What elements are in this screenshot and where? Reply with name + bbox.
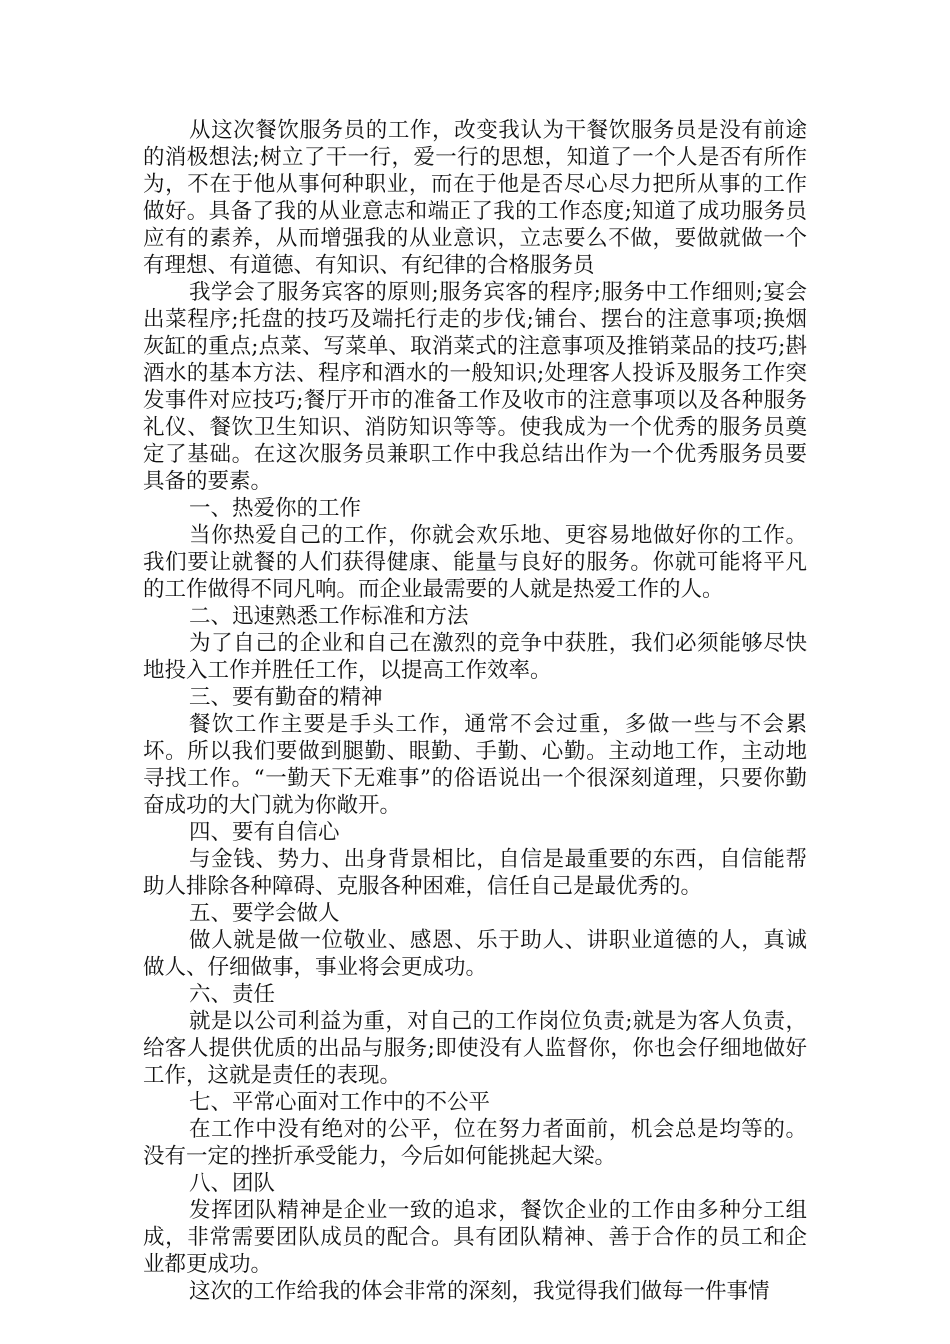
heading-love-work: 一、热爱你的工作 — [189, 496, 362, 521]
heading-team: 八、团队 — [189, 1171, 276, 1196]
paragraph-intro: 从这次餐饮服务员的工作，改变我认为干餐饮服务员是没有前途的消极想法;树立了干一行，爱一行的思想，知道了一个人是否有所作为，不在于他从事何种职业，而在于他是否尽心尽力把所从事的工作做好。具备了我的从业意志和端正了我的工作态度;知道了成功服务员应有的素养，从而增强我的从业意识，立志要么不做，要做就做一个有理想、有道德、有知识、有纪律的合格服务员 — [143, 118, 807, 278]
paragraph-conduct: 做人就是做一位敬业、感恩、乐于助人、讲职业道德的人，真诚做人、仔细做事，事业将会更成功。 — [143, 928, 807, 980]
paragraph-fairness: 在工作中没有绝对的公平，位在努力者面前，机会总是均等的。没有一定的挫折承受能力，今后如何能挑起大梁。 — [143, 1117, 807, 1169]
heading-conduct: 五、要学会做人 — [189, 901, 340, 926]
paragraph-responsibility: 就是以公司利益为重，对自己的工作岗位负责;就是为客人负责，给客人提供优质的出品与服务;即使没有人监督你，你也会仔细地做好工作，这就是责任的表现。 — [143, 1009, 807, 1088]
heading-diligence: 三、要有勤奋的精神 — [189, 685, 383, 710]
document-page — [143, 117, 807, 1305]
paragraph-team: 发挥团队精神是企业一致的追求，餐饮企业的工作由多种分工组成，非常需要团队成员的配合。具有团队精神、善于合作的员工和企业都更成功。 — [143, 1198, 807, 1277]
paragraph-skills: 我学会了服务宾客的原则;服务宾客的程序;服务中工作细则;宴会出菜程序;托盘的技巧及端托行走的步伐;铺台、摆台的注意事项;换烟灰缸的重点;点菜、写菜单、取消菜式的注意事项及推销菜品的技巧;斟酒水的基本方法、程序和酒水的一般知识;处理客人投诉及服务工作突发事件对应技巧;餐厅开市的准备工作及收市的注意事项以及各种服务礼仪、餐饮卫生知识、消防知识等等。使我成为一个优秀的服务员奠定了基础。在这次服务员兼职工作中我总结出作为一个优秀服务员要具备的要素。 — [143, 280, 807, 494]
paragraph-diligence: 餐饮工作主要是手头工作，通常不会过重，多做一些与不会累坏。所以我们要做到腿勤、眼勤、手勤、心勤。主动地工作，主动地寻找工作。“一勤天下无难事”的俗语说出一个很深刻道理，只要你勤奋成功的大门就为你敞开。 — [143, 712, 807, 818]
paragraph-standards: 为了自己的企业和自己在激烈的竞争中获胜，我们必须能够尽快地投入工作并胜任工作，以提高工作效率。 — [143, 631, 807, 683]
heading-confidence: 四、要有自信心 — [189, 820, 340, 845]
heading-responsibility: 六、责任 — [189, 982, 276, 1007]
paragraph-love-work: 当你热爱自己的工作，你就会欢乐地、更容易地做好你的工作。我们要让就餐的人们获得健康、能量与良好的服务。你就可能将平凡的工作做得不同凡响。而企业最需要的人就是热爱工作的人。 — [143, 523, 807, 602]
paragraph-closing: 这次的工作给我的体会非常的深刻，我觉得我们做每一件事情 — [189, 1279, 770, 1304]
heading-fairness: 七、平常心面对工作中的不公平 — [189, 1090, 491, 1115]
heading-standards: 二、迅速熟悉工作标准和方法 — [189, 604, 469, 629]
paragraph-confidence: 与金钱、势力、出身背景相比，自信是最重要的东西，自信能帮助人排除各种障碍、克服各种困难，信任自己是最优秀的。 — [143, 847, 807, 899]
